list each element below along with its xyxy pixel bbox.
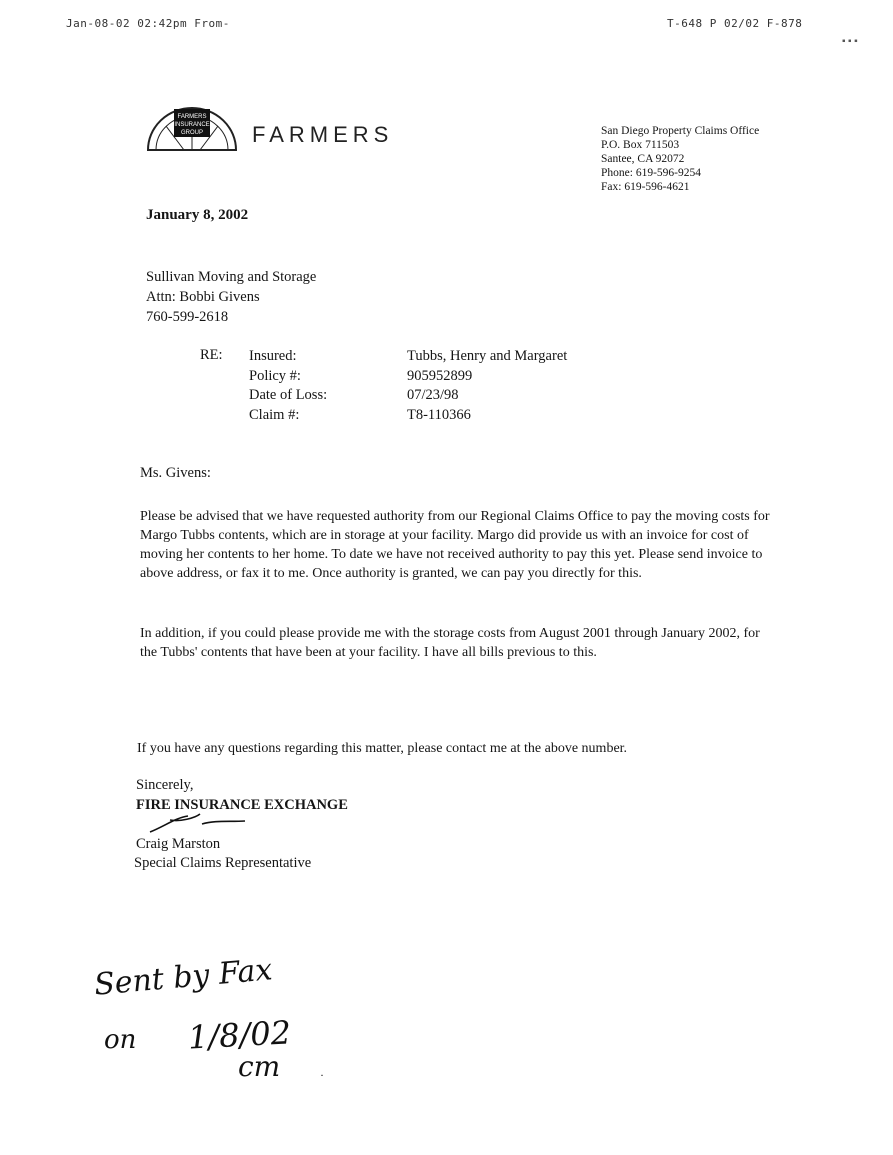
farmers-logo [146,104,238,154]
handwritten-sent-by-fax: Sent by Fax [92,952,274,1003]
re-policy-value: 905952899 [407,367,473,384]
closing-name: Craig Marston [136,836,221,852]
brand-name: FARMERS [252,122,394,147]
recipient-block [146,267,316,327]
svg-text:FARMERS: FARMERS [177,114,207,120]
re-insured-label: Insured: [249,348,297,364]
address-line: San Diego Property Claims Office [601,125,760,137]
re-labels [249,347,327,425]
closing-company: FIRE INSURANCE EXCHANGE [136,797,348,813]
fax-header-right: T-648 P 02/02 F-878 [667,17,803,30]
address-line: Phone: 619-596-9254 [601,167,701,179]
re-dol-label: Date of Loss: [249,387,328,403]
re-values [407,347,567,425]
re-insured-value: Tubbs, Henry and Margaret [407,348,568,364]
recipient-attn: Attn: Bobbi Givens [146,289,260,305]
handwritten-on: on [104,1025,137,1055]
re-policy-label: Policy #: [249,367,301,384]
letter-date: January 8, 2002 [146,207,249,223]
recipient-company: Sullivan Moving and Storage [146,269,317,285]
svg-text:GROUP: GROUP [180,130,204,136]
handwritten-date: 1/8/02 [187,1013,292,1057]
svg-text:INSURANCE: INSURANCE [174,122,210,128]
address-line: Fax: 619-596-4621 [601,181,690,193]
address-line: P.O. Box 711503 [601,139,680,151]
handwritten-initials: cm [238,1050,281,1083]
paragraph-1: Please be advised that we have requested authority from our Regional Claims Office to pay the moving costs for Margo Tubbs contents, which are in storage at your facility. Margo did provide us with an invoice for cost of moving her contents to her home. To date we have not received authority to pay this yet. Please send invoice to above address, or fax it to me. Once authority is granted, we can pay you directly for this. [140,509,770,581]
office-address [601,124,821,194]
paragraph-3: If you have any questions regarding this matter, please contact me at the above number. [137,741,628,756]
closing-title: Special Claims Representative [134,855,312,871]
fax-mark: ▪ ▪ ▪ [842,36,858,47]
handwritten-dot: · [320,1068,324,1082]
recipient-phone: 760-599-2618 [146,309,229,325]
re-label: RE: [200,347,223,363]
re-claim-value: T8-110366 [407,406,471,423]
paragraph-2: In addition, if you could please provide me with the storage costs from August 2001 through January 2002, for the Tubbs' contents that have been at your facility. I have all bills previous to this. [140,626,760,660]
closing-sincerely: Sincerely, [136,777,194,793]
farmers-shield-icon [146,104,238,154]
address-line: Santee, CA 92072 [601,153,685,165]
re-dol-value: 07/23/98 [407,387,459,403]
signature-scribble [140,812,250,836]
salutation: Ms. Givens: [140,465,211,481]
fax-header-left: Jan-08-02 02:42pm From- [66,17,230,30]
re-claim-label: Claim #: [249,406,300,423]
